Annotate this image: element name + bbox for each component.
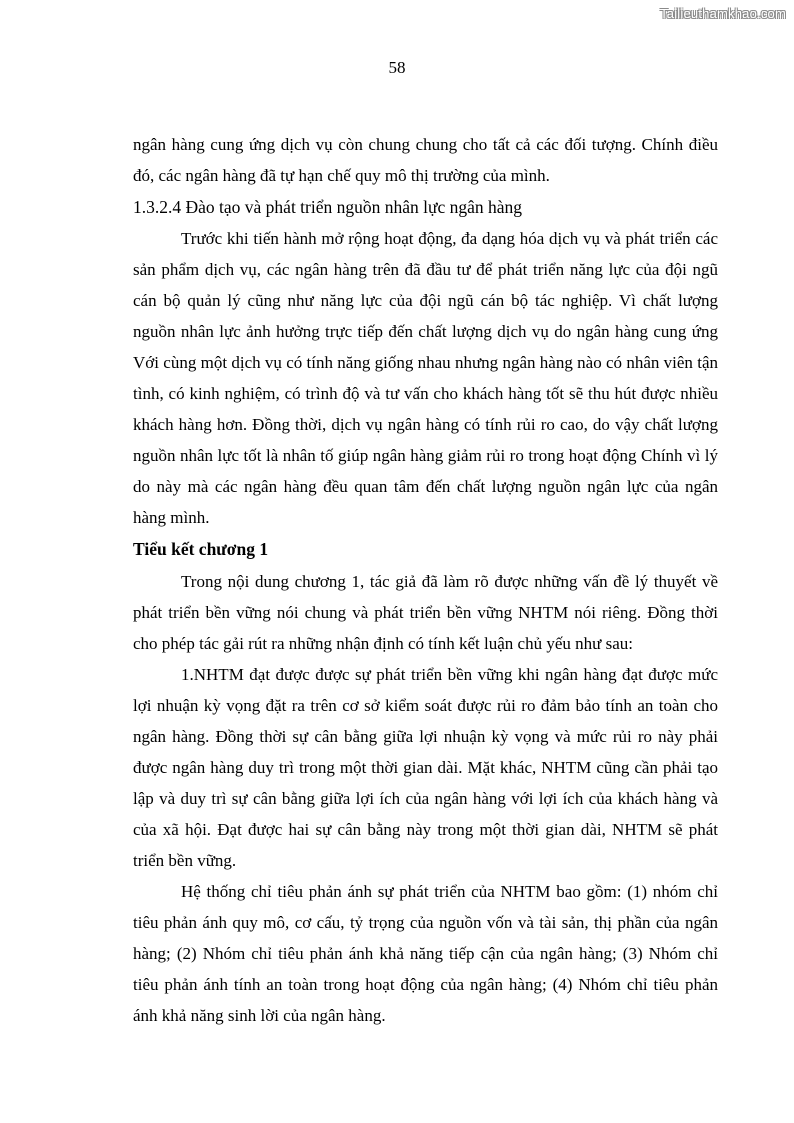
chapter-summary-heading: Tiểu kết chương 1 (133, 539, 269, 559)
paragraph-conclusion-1: 1.NHTM đạt được được sự phát triển bền vững khi ngân hàng đạt được mức lợi nhuận kỳ vọng đặt ra trên cơ sở kiểm soát được rủi ro đảm bảo tính an toàn cho ngân hàng. Đồng thời sự cân bằng giữa lợi nhuận kỳ vọng và mức rủi ro này phải được ngân hàng duy trì trong một thời gian dài. Mặt khác, NHTM cũng cần phải tạo lập và duy trì sự cân bằng giữa lợi ích của ngân hàng với lợi ích của khách hàng và của xã hội. Đạt được hai sự cân bằng này trong một thời gian dài, NHTM sẽ phát triển bền vững. (133, 665, 718, 870)
paragraph-continuation: ngân hàng cung ứng dịch vụ còn chung chung cho tất cả các đối tượng. Chính điều đó, các ngân hàng đã tự hạn chế quy mô thị trường của mình. (133, 135, 718, 185)
paragraph-indicators: Hệ thống chỉ tiêu phản ánh sự phát triển của NHTM bao gồm: (1) nhóm chỉ tiêu phản ánh quy mô, cơ cấu, tỷ trọng của nguồn vốn và tài sản, thị phần của ngân hàng; (2) Nhóm chỉ tiêu phản ánh khả năng tiếp cận của ngân hàng; (3) Nhóm chỉ tiêu phản ánh tính an toàn trong hoạt động của ngân hàng; (4) Nhóm chỉ tiêu phản ánh khả năng sinh lời của ngân hàng. (133, 882, 718, 1025)
page-number: 58 (388, 58, 406, 77)
paragraph-summary-intro: Trong nội dung chương 1, tác giả đã làm rõ được những vấn đề lý thuyết về phát triển bền vững nói chung và phát triển bền vững NHTM nói riêng. Đồng thời cho phép tác gải rút ra những nhận định có tính kết luận chủ yếu như sau: (133, 572, 718, 653)
watermark: Tailieuthamkhao.com (660, 6, 786, 21)
document-body (133, 129, 718, 1031)
section-heading: 1.3.2.4 Đào tạo và phát triển nguồn nhân lực ngân hàng (133, 197, 523, 217)
paragraph-training: Trước khi tiến hành mở rộng hoạt động, đa dạng hóa dịch vụ và phát triển các sản phẩm dịch vụ, các ngân hàng trên đã đầu tư để phát triển năng lực của đội ngũ cán bộ quản lý cũng như năng lực của đội ngũ cán bộ tác nghiệp. Vì chất lượng nguồn nhân lực ảnh hưởng trực tiếp đến chất lượng dịch vụ do ngân hàng cung ứng Với cùng một dịch vụ có tính năng giống nhau nhưng ngân hàng nào có nhân viên tận tình, có kinh nghiệm, có trình độ và tư vấn cho khách hàng tốt sẽ thu hút được nhiều khách hàng hơn. Đồng thời, dịch vụ ngân hàng có tính rủi ro cao, do vậy chất lượng nguồn nhân lực tốt là nhân tố giúp ngân hàng giảm rủi ro trong hoạt động Chính vì lý do này mà các ngân hàng đều quan tâm đến chất lượng nguồn ngân lực của ngân hàng mình. (133, 229, 718, 527)
